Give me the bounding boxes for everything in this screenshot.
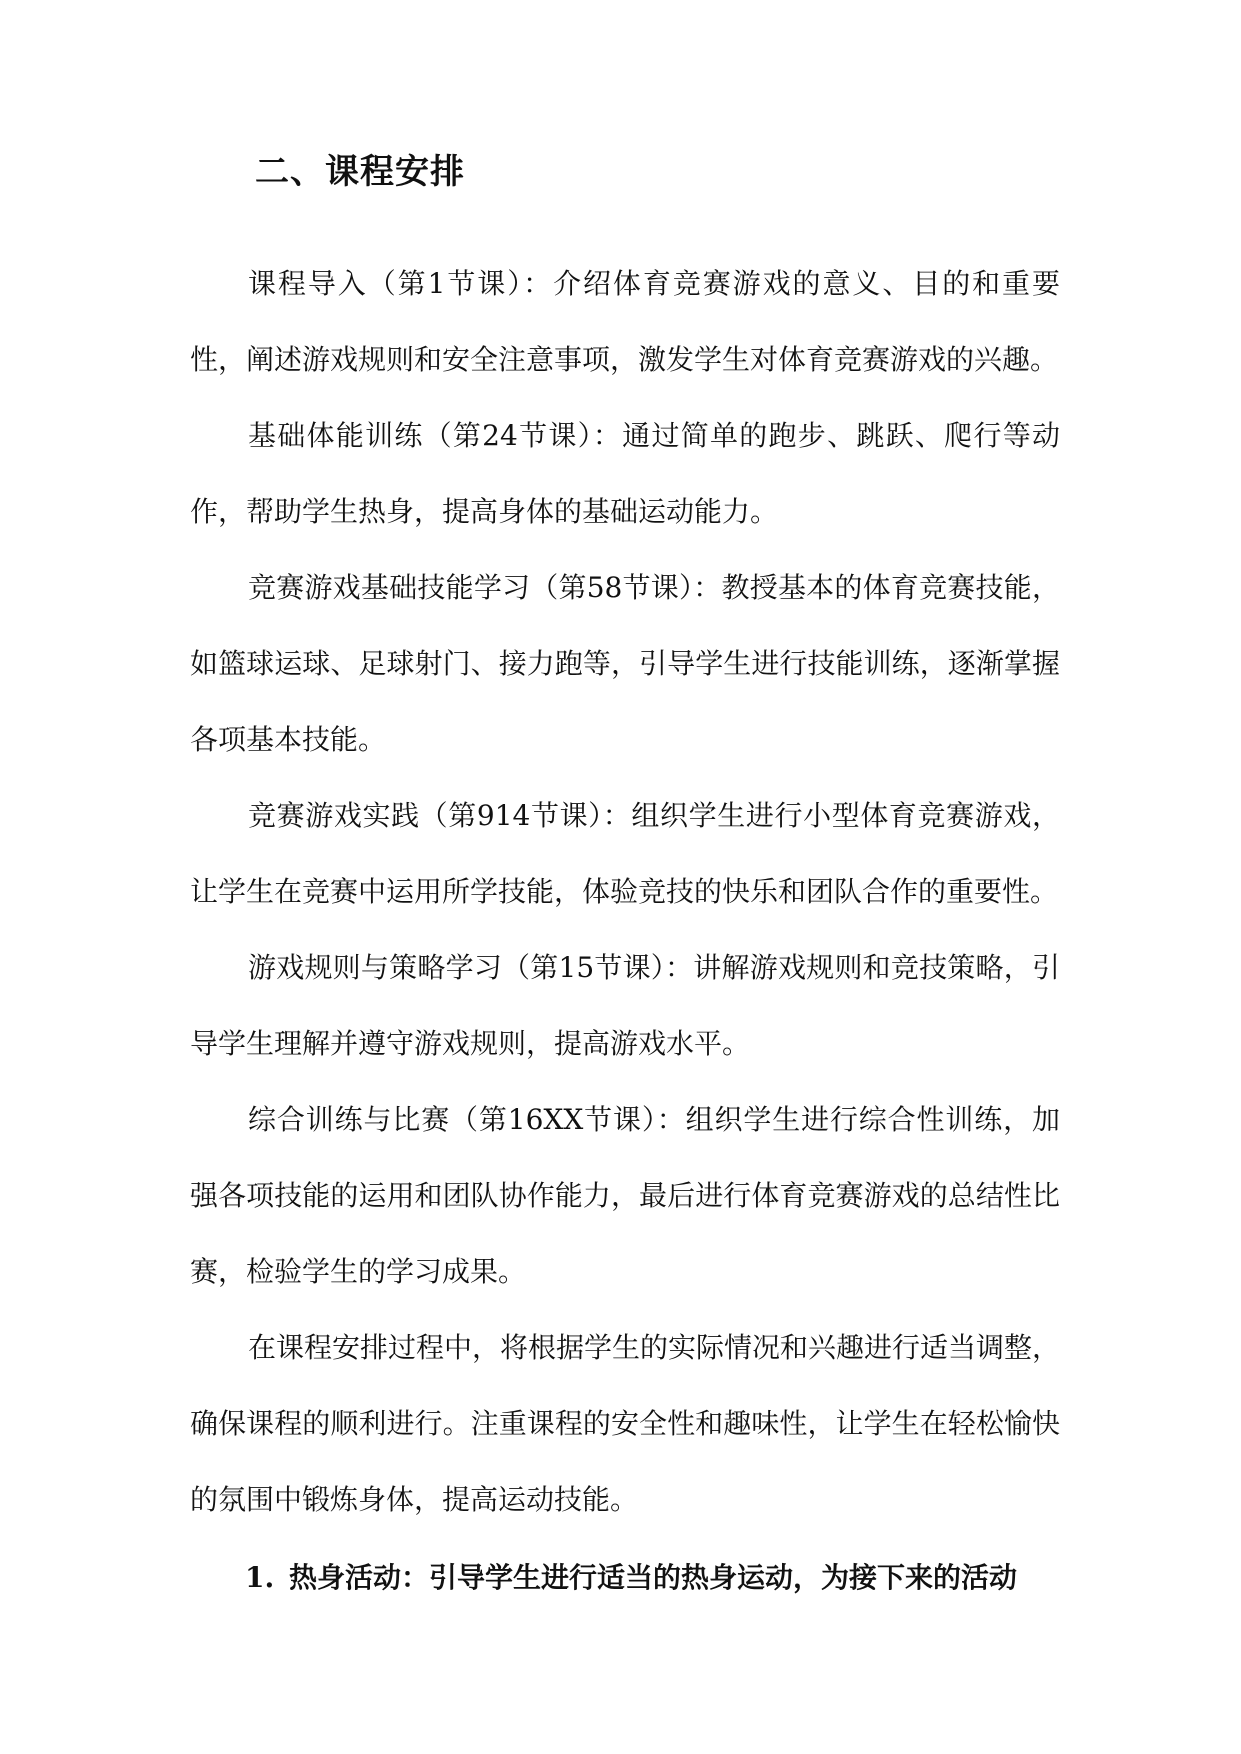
paragraph-comprehensive-training: 综合训练与比赛（第16XX节课）：组织学生进行综合性训练，加强各项技能的运用和团队协作能力，最后进行体育竞赛游戏的总结性比赛，检验学生的学习成果。 xyxy=(190,1103,1060,1288)
paragraph-basic-fitness: 基础体能训练（第24节课）：通过简单的跑步、跳跃、爬行等动作，帮助学生热身，提高身体的基础运动能力。 xyxy=(190,419,1060,528)
list-item-text: 热身活动：引导学生进行适当的热身运动，为接下来的活动 xyxy=(289,1561,1018,1594)
list-item-warm-up xyxy=(245,1540,1017,1616)
list-item-number: 1. xyxy=(245,1561,275,1594)
paragraph-game-practice: 竞赛游戏实践（第914节课）：组织学生进行小型体育竞赛游戏，让学生在竞赛中运用所学技能，体验竞技的快乐和团队合作的重要性。 xyxy=(190,799,1060,908)
paragraph-course-intro: 课程导入（第1节课）：介绍体育竞赛游戏的意义、目的和重要性，阐述游戏规则和安全注意事项，激发学生对体育竞赛游戏的兴趣。 xyxy=(190,267,1060,376)
paragraph-adjustment-note: 在课程安排过程中，将根据学生的实际情况和兴趣进行适当调整，确保课程的顺利进行。注重课程的安全性和趣味性，让学生在轻松愉快的氛围中锻炼身体，提高运动技能。 xyxy=(190,1331,1061,1516)
paragraph-basic-skills: 竞赛游戏基础技能学习（第58节课）：教授基本的体育竞赛技能，如篮球运球、足球射门、接力跑等，引导学生进行技能训练，逐渐掌握各项基本技能。 xyxy=(190,571,1060,756)
section-heading: 二、课程安排 xyxy=(255,152,465,192)
paragraph-rules-strategy: 游戏规则与策略学习（第15节课）：讲解游戏规则和竞技策略，引导学生理解并遵守游戏规则，提高游戏水平。 xyxy=(190,951,1060,1060)
